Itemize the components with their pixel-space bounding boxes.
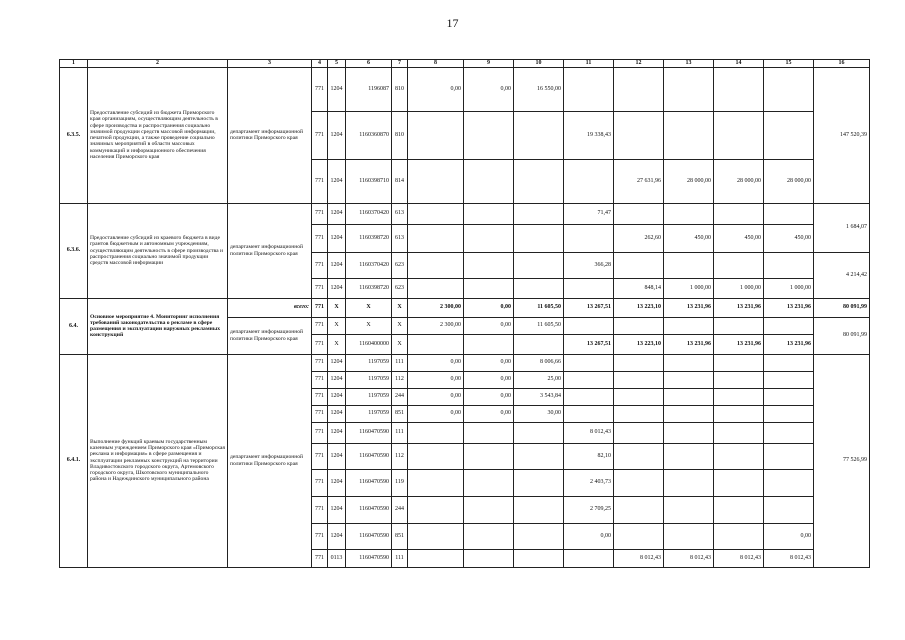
measure-name: Основное мероприятие 4. Мониторинг исполнения требований законодательства о рекламе в сфере размещения и эксплуатации наружных рекламных конструкций (88, 298, 228, 354)
cell-total: 80 091,99 (814, 317, 870, 354)
cell-target: 1160370420 (346, 203, 392, 224)
cell-value: 2 300,00 (408, 317, 464, 334)
cell-target: 1160398720 (346, 224, 392, 252)
cell-expense-type: 244 (392, 388, 408, 405)
cell-value (614, 354, 664, 371)
cell-value (464, 278, 514, 298)
cell-value: 2 300,00 (408, 298, 464, 317)
cell-value (664, 203, 714, 224)
cell-section: X (328, 298, 346, 317)
cell-grbs: 771 (312, 549, 328, 567)
cell-section: X (328, 334, 346, 354)
cell-value (764, 111, 814, 159)
cell-grbs: 771 (312, 278, 328, 298)
cell-value (464, 496, 514, 523)
cell-expense-type: 851 (392, 405, 408, 422)
cell-total: 80 091,99 (814, 298, 870, 317)
cell-value: 13 267,51 (564, 334, 614, 354)
cell-value: 1 000,00 (664, 278, 714, 298)
cell-value (764, 252, 814, 278)
column-header: 9 (464, 60, 514, 68)
cell-value (614, 252, 664, 278)
cell-value (764, 496, 814, 523)
cell-value (464, 422, 514, 443)
cell-value (464, 523, 514, 549)
cell-value: 8 012,43 (764, 549, 814, 567)
cell-value (564, 67, 614, 111)
table-row (60, 298, 870, 317)
cell-value (408, 334, 464, 354)
cell-value: 8 012,43 (564, 422, 614, 443)
cell-target: 1160470590 (346, 422, 392, 443)
table-row (60, 203, 870, 224)
cell-value: 0,00 (464, 371, 514, 388)
column-header: 4 (312, 60, 328, 68)
cell-grbs: 771 (312, 422, 328, 443)
cell-expense-type: 814 (392, 159, 408, 203)
cell-value: 0,00 (464, 67, 514, 111)
cell-value (408, 443, 464, 469)
cell-section: 0113 (328, 549, 346, 567)
cell-value: 1 000,00 (764, 278, 814, 298)
cell-value (514, 252, 564, 278)
column-header-row (60, 60, 870, 68)
cell-value: 3 543,84 (514, 388, 564, 405)
cell-section: 1204 (328, 159, 346, 203)
cell-value: 28 000,00 (664, 159, 714, 203)
cell-value (714, 371, 764, 388)
column-header: 15 (764, 60, 814, 68)
cell-value: 0,00 (408, 405, 464, 422)
cell-value (664, 443, 714, 469)
cell-target: 1197059 (346, 405, 392, 422)
cell-target: 1160470590 (346, 549, 392, 567)
cell-value (464, 224, 514, 252)
cell-value (664, 388, 714, 405)
cell-expense-type: 623 (392, 278, 408, 298)
column-header: 5 (328, 60, 346, 68)
cell-value (764, 371, 814, 388)
cell-value: 13 231,96 (714, 334, 764, 354)
cell-value (514, 523, 564, 549)
cell-value: 0,00 (408, 354, 464, 371)
cell-value (464, 159, 514, 203)
cell-value (664, 317, 714, 334)
table-row (60, 354, 870, 371)
cell-value (614, 371, 664, 388)
cell-value (408, 278, 464, 298)
cell-value (408, 549, 464, 567)
cell-value (614, 496, 664, 523)
cell-value: 28 000,00 (714, 159, 764, 203)
cell-value (464, 443, 514, 469)
cell-value (714, 203, 764, 224)
cell-value: 366,28 (564, 252, 614, 278)
cell-value (764, 67, 814, 111)
column-header: 12 (614, 60, 664, 68)
cell-value: 13 231,96 (664, 334, 714, 354)
cell-value: 71,47 (564, 203, 614, 224)
cell-value (464, 334, 514, 354)
cell-value (664, 371, 714, 388)
page-number: 17 (446, 16, 459, 30)
cell-value (764, 422, 814, 443)
cell-expense-type: 613 (392, 203, 408, 224)
cell-value (664, 354, 714, 371)
cell-section: X (328, 317, 346, 334)
cell-value: 30,00 (514, 405, 564, 422)
cell-value: 450,00 (664, 224, 714, 252)
cell-grbs: 771 (312, 252, 328, 278)
cell-value (408, 469, 464, 496)
cell-value: 450,00 (764, 224, 814, 252)
cell-grbs: 771 (312, 443, 328, 469)
cell-expense-type: X (392, 298, 408, 317)
cell-value: 11 605,50 (514, 298, 564, 317)
total-label: всего: (228, 298, 312, 317)
cell-value: 0,00 (464, 317, 514, 334)
cell-section: 1204 (328, 278, 346, 298)
cell-value: 0,00 (464, 388, 514, 405)
cell-expense-type: 119 (392, 469, 408, 496)
cell-value (614, 443, 664, 469)
cell-value: 8 012,43 (714, 549, 764, 567)
cell-value (408, 224, 464, 252)
cell-value (714, 405, 764, 422)
executor: департамент информационной политики Приморского края (228, 317, 312, 354)
row-number: 6.3.6. (60, 203, 88, 298)
row-number: 6.4. (60, 298, 88, 354)
cell-value (714, 496, 764, 523)
cell-value: 13 231,96 (664, 298, 714, 317)
cell-value (614, 67, 664, 111)
row-number: 6.3.5. (60, 67, 88, 203)
cell-target: 1160470590 (346, 443, 392, 469)
cell-value (408, 159, 464, 203)
cell-value (514, 443, 564, 469)
cell-grbs: 771 (312, 405, 328, 422)
column-header: 6 (346, 60, 392, 68)
cell-section: 1204 (328, 388, 346, 405)
column-header: 16 (814, 60, 870, 68)
table-row (60, 67, 870, 111)
cell-expense-type: X (392, 334, 408, 354)
cell-value: 0,00 (408, 388, 464, 405)
cell-value: 13 231,96 (714, 298, 764, 317)
cell-value (614, 523, 664, 549)
cell-section: 1204 (328, 67, 346, 111)
cell-value (514, 111, 564, 159)
cell-value (614, 317, 664, 334)
cell-value (764, 388, 814, 405)
cell-target: 1160370420 (346, 252, 392, 278)
cell-value (464, 252, 514, 278)
cell-grbs: 771 (312, 354, 328, 371)
cell-value (408, 111, 464, 159)
cell-value (714, 317, 764, 334)
cell-expense-type: 810 (392, 111, 408, 159)
cell-value (408, 252, 464, 278)
cell-value: 27 631,96 (614, 159, 664, 203)
cell-value (714, 443, 764, 469)
cell-target: 1160360870 (346, 111, 392, 159)
cell-total: 147 520,39 (814, 67, 870, 203)
cell-value (614, 111, 664, 159)
cell-expense-type: 244 (392, 496, 408, 523)
cell-target: 1160398710 (346, 159, 392, 203)
cell-target: 1196087 (346, 67, 392, 111)
column-header: 13 (664, 60, 714, 68)
cell-value: 16 550,00 (514, 67, 564, 111)
cell-value: 25,00 (514, 371, 564, 388)
cell-value: 0,00 (408, 67, 464, 111)
cell-target: 1160470590 (346, 496, 392, 523)
cell-value: 13 223,10 (614, 298, 664, 317)
cell-value: 11 605,50 (514, 317, 564, 334)
cell-value: 262,60 (614, 224, 664, 252)
cell-section: 1204 (328, 252, 346, 278)
cell-value (664, 469, 714, 496)
cell-value (714, 67, 764, 111)
cell-total: 4 214,42 (814, 252, 870, 298)
column-header: 11 (564, 60, 614, 68)
cell-value (764, 469, 814, 496)
cell-expense-type: 623 (392, 252, 408, 278)
cell-value: 82,10 (564, 443, 614, 469)
cell-value (714, 354, 764, 371)
cell-value (514, 224, 564, 252)
cell-target: 1160398720 (346, 278, 392, 298)
cell-value: 13 267,51 (564, 298, 614, 317)
cell-section: 1204 (328, 496, 346, 523)
cell-value (564, 388, 614, 405)
cell-value (664, 252, 714, 278)
cell-value (664, 405, 714, 422)
cell-value: 28 000,00 (764, 159, 814, 203)
cell-value (564, 549, 614, 567)
cell-grbs: 771 (312, 496, 328, 523)
cell-expense-type: 111 (392, 422, 408, 443)
executor: департамент информационной политики Приморского края (228, 354, 312, 567)
cell-value (514, 496, 564, 523)
cell-value (564, 278, 614, 298)
column-header: 1 (60, 60, 88, 68)
cell-value (664, 496, 714, 523)
cell-value (764, 317, 814, 334)
cell-value: 13 231,96 (764, 334, 814, 354)
cell-value (564, 354, 614, 371)
cell-total: 1 684,07 (814, 203, 870, 252)
cell-grbs: 771 (312, 388, 328, 405)
cell-value (664, 111, 714, 159)
cell-target: 1160470590 (346, 523, 392, 549)
cell-value: 0,00 (464, 405, 514, 422)
cell-grbs: 771 (312, 159, 328, 203)
cell-value (408, 523, 464, 549)
cell-value (564, 317, 614, 334)
cell-target: 1197059 (346, 388, 392, 405)
cell-value: 0,00 (408, 371, 464, 388)
cell-value (714, 111, 764, 159)
cell-grbs: 771 (312, 224, 328, 252)
cell-target: 1197059 (346, 371, 392, 388)
cell-value (664, 523, 714, 549)
cell-target: 1160470590 (346, 469, 392, 496)
cell-value (714, 388, 764, 405)
cell-value (564, 371, 614, 388)
cell-value: 8 012,43 (614, 549, 664, 567)
cell-value: 8 012,43 (664, 549, 714, 567)
cell-expense-type: 613 (392, 224, 408, 252)
cell-target: X (346, 317, 392, 334)
cell-value (714, 252, 764, 278)
cell-value (614, 422, 664, 443)
measure-name: Предоставление субсидий из бюджета Приморского края организациям, осуществляющим деятельность в сфере производства и распространения социально значимой продукции средств массовой информации, печатной продукции, а также проведение социально значимых мероприятий в области массовых коммуникаций и информационного обеспечения населения Приморского края (88, 67, 228, 203)
column-header: 14 (714, 60, 764, 68)
row-number: 6.4.1. (60, 354, 88, 567)
cell-value: 19 338,43 (564, 111, 614, 159)
cell-value: 0,00 (464, 354, 514, 371)
cell-value (714, 523, 764, 549)
cell-value: 13 223,10 (614, 334, 664, 354)
cell-value (614, 203, 664, 224)
cell-value (614, 405, 664, 422)
cell-value (514, 422, 564, 443)
cell-value (408, 203, 464, 224)
cell-grbs: 771 (312, 203, 328, 224)
cell-value: 13 231,96 (764, 298, 814, 317)
measure-name: Выполнение функций краевым государственным казенным учреждением Приморского края «Приморская реклама и информация» в сфере размещения и эксплуатации рекламных конструкций на территории Владивостокского городского округа, Артемовского городского округа, Шкотовского муниципального района и Надеждинского муниципального района (88, 354, 228, 567)
cell-section: 1204 (328, 523, 346, 549)
cell-value (714, 469, 764, 496)
cell-grbs: 771 (312, 523, 328, 549)
cell-value (564, 159, 614, 203)
cell-grbs: 771 (312, 111, 328, 159)
column-header: 7 (392, 60, 408, 68)
cell-grbs: 771 (312, 334, 328, 354)
cell-target: 1197059 (346, 354, 392, 371)
cell-grbs: 771 (312, 298, 328, 317)
cell-value: 2 403,73 (564, 469, 614, 496)
cell-value (764, 203, 814, 224)
cell-section: 1204 (328, 422, 346, 443)
cell-value (464, 203, 514, 224)
cell-value (714, 422, 764, 443)
cell-value (564, 224, 614, 252)
cell-value (614, 469, 664, 496)
cell-grbs: 771 (312, 317, 328, 334)
cell-value (514, 469, 564, 496)
cell-value: 0,00 (564, 523, 614, 549)
cell-section: 1204 (328, 111, 346, 159)
cell-total: 77 526,99 (814, 354, 870, 567)
cell-value (514, 278, 564, 298)
cell-value: 0,00 (764, 523, 814, 549)
executor: департамент информационной политики Приморского края (228, 203, 312, 298)
cell-value (514, 549, 564, 567)
cell-value (514, 159, 564, 203)
cell-section: 1204 (328, 371, 346, 388)
cell-value: 8 006,66 (514, 354, 564, 371)
cell-section: 1204 (328, 469, 346, 496)
cell-section: 1204 (328, 405, 346, 422)
cell-value (514, 334, 564, 354)
cell-expense-type: 851 (392, 523, 408, 549)
cell-expense-type: 112 (392, 371, 408, 388)
cell-grbs: 771 (312, 67, 328, 111)
cell-expense-type: 112 (392, 443, 408, 469)
column-header: 8 (408, 60, 464, 68)
column-header: 10 (514, 60, 564, 68)
cell-section: 1204 (328, 443, 346, 469)
cell-value (564, 405, 614, 422)
cell-value: 450,00 (714, 224, 764, 252)
cell-grbs: 771 (312, 371, 328, 388)
cell-value (408, 422, 464, 443)
cell-value (464, 549, 514, 567)
cell-value (514, 203, 564, 224)
cell-value (764, 443, 814, 469)
cell-expense-type: 111 (392, 354, 408, 371)
cell-value: 0,00 (464, 298, 514, 317)
column-header: 2 (88, 60, 228, 68)
column-header: 3 (228, 60, 312, 68)
cell-value (764, 354, 814, 371)
measure-name: Предоставление субсидий из краевого бюджета в виде грантов бюджетным и автономным учреждениям, осуществляющим деятельность в сфере производства и распространения социально значимой продукции средств массовой информации (88, 203, 228, 298)
cell-section: 1204 (328, 203, 346, 224)
cell-value (664, 422, 714, 443)
cell-section: 1204 (328, 224, 346, 252)
cell-value (614, 388, 664, 405)
executor: департамент информационной политики Приморского края (228, 67, 312, 203)
cell-expense-type: 111 (392, 549, 408, 567)
cell-value (464, 111, 514, 159)
cell-value (464, 469, 514, 496)
cell-value: 1 000,00 (714, 278, 764, 298)
cell-expense-type: 810 (392, 67, 408, 111)
cell-grbs: 771 (312, 469, 328, 496)
budget-table (59, 59, 870, 568)
cell-section: 1204 (328, 354, 346, 371)
cell-value (408, 496, 464, 523)
cell-expense-type: X (392, 317, 408, 334)
cell-value: 2 709,25 (564, 496, 614, 523)
cell-target: 1160400000 (346, 334, 392, 354)
cell-target: X (346, 298, 392, 317)
cell-value (664, 67, 714, 111)
cell-value: 848,14 (614, 278, 664, 298)
cell-value (764, 405, 814, 422)
